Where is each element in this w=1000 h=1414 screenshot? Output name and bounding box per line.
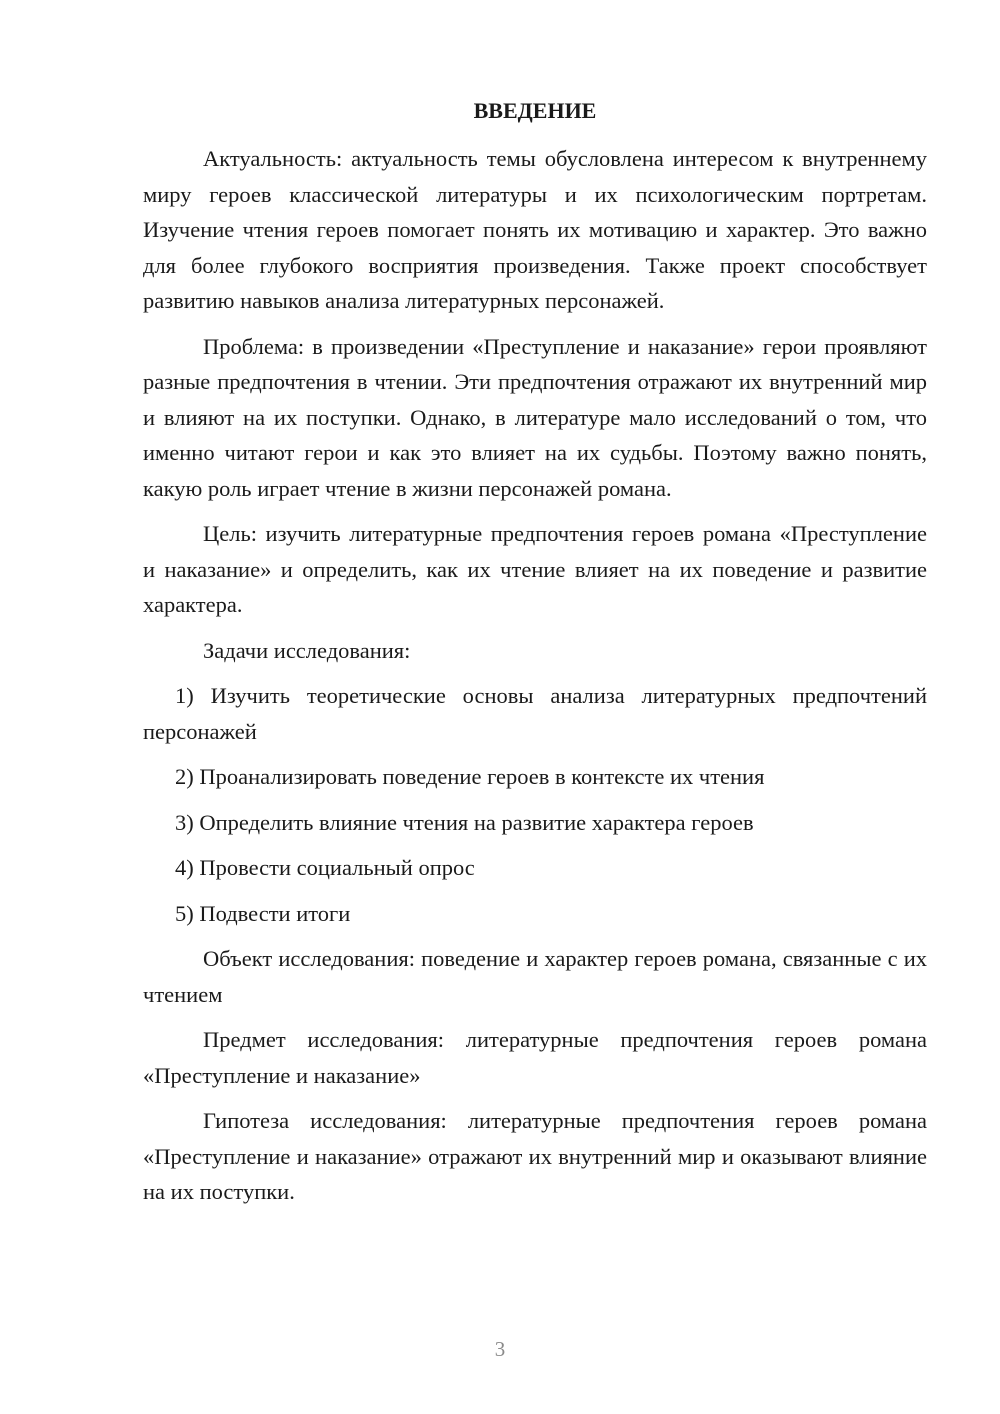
task-item: 4) Провести социальный опрос (175, 855, 475, 880)
paragraph-hypothesis: Гипотеза исследования: литературные предпочтения героев романа «Преступление и наказание» отражают их внутренний мир и оказывают влияние на их поступки. (143, 1108, 927, 1204)
task-item: 1) Изучить теоретические основы анализа литературных предпочтений персонажей (143, 683, 927, 744)
task-item: 5) Подвести итоги (175, 900, 351, 926)
paragraph-object: Объект исследования: поведение и характер героев романа, связанные с их чтением (143, 946, 927, 1007)
page-number: 3 (494, 1337, 506, 1361)
task-item: 2) Проанализировать поведение героев в контексте их чтения (175, 764, 765, 789)
document-body (143, 95, 927, 1210)
paragraph-subject: Предмет исследования: литературные предпочтения героев романа «Преступление и наказание» (143, 1027, 927, 1088)
paragraph-problem: Проблема: в произведении «Преступление и наказание» герои проявляют разные предпочтения в чтении. Эти предпочтения отражают их внутренний мир и влияют на их поступки. Однако, в литературе мало исследований о том, что именно читают герои и как это влияет на их судьбы. Поэтому важно понять, какую роль играет чтение в жизни персонажей романа. (143, 333, 927, 501)
paragraph-goal: Цель: изучить литературные предпочтения героев романа «Преступление и наказание» и определить, как их чтение влияет на их поведение и развитие характера. (143, 521, 927, 617)
task-item: 3) Определить влияние чтения на развитие характера героев (175, 809, 754, 835)
paragraph-tasks-heading: Задачи исследования: (203, 637, 411, 663)
page-title: ВВЕДЕНИЕ (473, 98, 597, 123)
paragraph-relevance: Актуальность: актуальность темы обусловлена интересом к внутреннему миру героев классической литературы и их психологическим портретам. Изучение чтения героев помогает понять их мотивацию и характер. Это важно для более глубокого восприятия произведения. Также проект способствует развитию навыков анализа литературных персонажей. (143, 146, 927, 313)
